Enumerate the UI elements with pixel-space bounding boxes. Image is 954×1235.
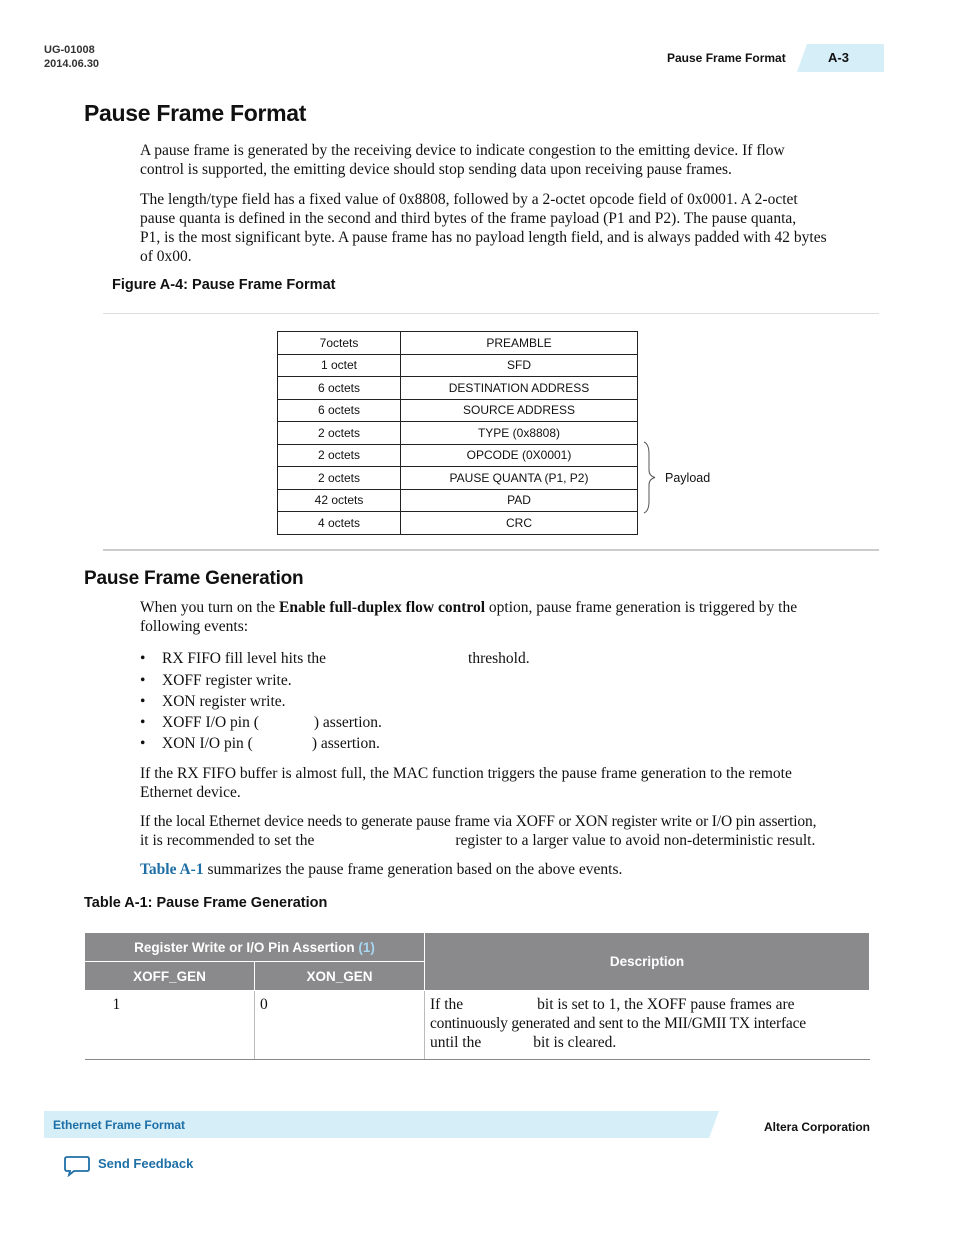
text-run: bit is cleared. xyxy=(533,1034,617,1051)
frame-field-row xyxy=(278,422,638,445)
field-length: 4 octets xyxy=(278,512,401,535)
table-header-xon-gen: XON_GEN xyxy=(255,962,425,991)
text-run: bit is set to 1, the XOFF pause frames are xyxy=(537,996,795,1013)
paragraph-table-reference xyxy=(140,860,875,879)
footer-section-link[interactable]: Ethernet Frame Format xyxy=(53,1118,186,1132)
cell-xon-gen: 0 xyxy=(255,991,425,1060)
text-line: continuously generated and sent to the MII/GMII TX interface xyxy=(430,1015,806,1032)
table-group-header xyxy=(85,933,425,962)
text-run: XON register write. xyxy=(162,693,286,710)
field-length: 1 octet xyxy=(278,354,401,377)
text-run: XOFF I/O pin ( xyxy=(162,714,259,731)
text-run: until the xyxy=(430,1034,482,1051)
list-item: • RX FIFO fill level hits the threshold. xyxy=(140,650,530,667)
footer-company: Altera Corporation xyxy=(764,1120,871,1134)
payload-label: Payload xyxy=(665,471,711,485)
figure-bottom-rule xyxy=(103,549,879,551)
field-length: 7octets xyxy=(278,332,401,355)
text-line: If the local Ethernet device needs to generate pause frame via XOFF or XON register write or I/O pin assertion, xyxy=(140,813,817,830)
text-run: XON I/O pin ( xyxy=(162,735,253,752)
text-line: A pause frame is generated by the receiving device to indicate congestion to the emitting device. If flow xyxy=(140,142,785,159)
list-item: • XON I/O pin ( ) assertion. xyxy=(140,735,380,752)
figure-caption: Figure A-4: Pause Frame Format xyxy=(112,277,336,293)
text-line: pause quanta is defined in the second and third bytes of the frame payload (P1 and P2). The pause quanta, xyxy=(140,210,797,227)
table-caption: Table A-1: Pause Frame Generation xyxy=(84,895,328,911)
cell-xoff-gen: 1 xyxy=(85,991,255,1060)
text-run: ) assertion. xyxy=(313,714,382,731)
frame-field-row xyxy=(278,377,638,400)
field-length: 2 octets xyxy=(278,444,401,467)
field-name: SFD xyxy=(401,354,638,377)
text-line: Ethernet device. xyxy=(140,784,241,801)
text-run: XOFF register write. xyxy=(162,672,292,689)
text-line: P1, is the most significant byte. A pause frame has no payload length field, and is always padded with 42 bytes xyxy=(140,229,827,246)
text-line: following events: xyxy=(140,618,249,635)
doc-date: 2014.06.30 xyxy=(44,58,100,70)
figure-top-rule xyxy=(103,313,879,314)
text-line xyxy=(430,995,865,1014)
paragraph-rx-fifo xyxy=(140,764,875,802)
text-run: ) assertion. xyxy=(311,735,380,752)
page-number: A-3 xyxy=(828,50,849,65)
text-line: of 0x00. xyxy=(140,248,192,265)
text-run: threshold. xyxy=(468,650,530,667)
send-feedback-link[interactable]: Send Feedback xyxy=(98,1156,194,1171)
doc-number: UG-01008 xyxy=(44,44,95,56)
paragraph-recommendation xyxy=(140,812,875,850)
text-line: The length/type field has a fixed value of 0x8808, followed by a 2-octet opcode field of 0x0001. A 2-octet xyxy=(140,191,798,208)
field-name: DESTINATION ADDRESS xyxy=(401,377,638,400)
frame-field-row xyxy=(278,489,638,512)
text-run: When you turn on the xyxy=(140,599,280,616)
header-text: Register Write or I/O Pin Assertion xyxy=(134,939,359,955)
section-heading-pause-frame-format: Pause Frame Format xyxy=(84,100,307,126)
field-name: PREAMBLE xyxy=(401,332,638,355)
pause-frame-generation-table xyxy=(84,932,870,1060)
field-name: SOURCE ADDRESS xyxy=(401,399,638,422)
option-name: Enable full-duplex flow control xyxy=(279,599,486,616)
text-run: it is recommended to set the xyxy=(140,832,315,849)
list-item: • XOFF I/O pin ( ) assertion. xyxy=(140,714,382,731)
list-item: • XON register write. xyxy=(140,693,286,710)
text-line xyxy=(140,831,875,850)
text-line: If the RX FIFO buffer is almost full, the MAC function triggers the pause frame generation to the remote xyxy=(140,765,792,782)
pause-frame-format-diagram xyxy=(277,331,638,535)
text-run: If the xyxy=(430,996,464,1013)
running-header-title: Pause Frame Format xyxy=(667,51,786,65)
field-length: 2 octets xyxy=(278,467,401,490)
paragraph-length-type xyxy=(140,190,875,266)
text-line xyxy=(430,1033,865,1052)
footnote-link[interactable]: (1) xyxy=(358,939,375,955)
field-length: 2 octets xyxy=(278,422,401,445)
frame-field-row xyxy=(278,467,638,490)
field-length: 6 octets xyxy=(278,399,401,422)
cell-description xyxy=(425,991,870,1060)
text-run: option, pause frame generation is triggered by the xyxy=(485,599,798,616)
frame-field-row xyxy=(278,354,638,377)
text-line xyxy=(140,598,875,617)
table-row xyxy=(85,991,870,1060)
text-run: summarizes the pause frame generation based on the above events. xyxy=(203,861,623,878)
paragraph-generation-intro xyxy=(140,598,875,636)
payload-brace-icon xyxy=(640,440,660,515)
feedback-speech-bubble-icon[interactable] xyxy=(64,1155,90,1177)
frame-field-row xyxy=(278,444,638,467)
table-a1-link[interactable]: Table A-1 xyxy=(140,861,204,878)
text-run: register to a larger value to avoid non-deterministic result. xyxy=(455,832,816,849)
text-run: RX FIFO fill level hits the xyxy=(162,650,327,667)
list-item: • XOFF register write. xyxy=(140,672,292,689)
field-name: PAUSE QUANTA (P1, P2) xyxy=(401,467,638,490)
field-name: CRC xyxy=(401,512,638,535)
field-name: TYPE (0x8808) xyxy=(401,422,638,445)
field-name: PAD xyxy=(401,489,638,512)
field-name: OPCODE (0X0001) xyxy=(401,444,638,467)
section-heading-pause-frame-generation: Pause Frame Generation xyxy=(84,568,304,589)
frame-field-row xyxy=(278,399,638,422)
text-line: control is supported, the emitting device should stop sending data upon receiving pause frames. xyxy=(140,161,732,178)
table-header-xoff-gen: XOFF_GEN xyxy=(85,962,255,991)
table-header-description: Description xyxy=(425,933,870,991)
paragraph-intro xyxy=(140,141,875,179)
doc-id xyxy=(44,43,99,71)
frame-field-row xyxy=(278,512,638,535)
field-length: 42 octets xyxy=(278,489,401,512)
field-length: 6 octets xyxy=(278,377,401,400)
frame-field-row xyxy=(278,332,638,355)
